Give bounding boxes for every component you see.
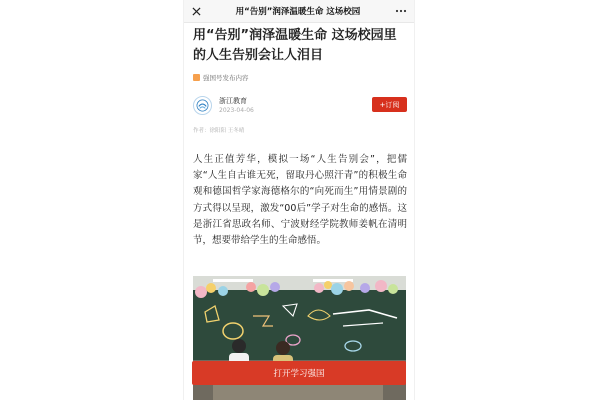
close-icon <box>192 7 201 16</box>
author-meta <box>219 96 254 115</box>
more-icon <box>395 9 407 13</box>
mobile-webview <box>184 0 414 400</box>
page-title: 用“告别”润泽温暖生命 这场校园 <box>235 7 361 17</box>
article-body: 人生正值芳华，模拟一场“人生告别会”，把儒家“人生自古谁无死，留取丹心照汗青”的积极生命观和德国哲学家海德格尔的“向死而生”用情景剧的方式得以呈现，激发“00后”学子对生命的感悟。这是浙江省思政名师、宁波财经学院教师姜帆在清明节，想要带给学生的生命感悟。 <box>193 154 407 247</box>
subscribe-button[interactable]: +订阅 <box>372 97 407 112</box>
close-button[interactable] <box>184 0 208 22</box>
author-row <box>193 94 407 116</box>
author-name[interactable]: 浙江教育 <box>219 96 247 105</box>
more-button[interactable] <box>388 0 414 22</box>
source-tag <box>193 73 407 82</box>
top-navigation-bar <box>184 0 414 23</box>
source-label: 强国号发布内容 <box>203 74 249 82</box>
article-content <box>193 26 407 249</box>
publish-date: 2023-04-06 <box>219 106 254 114</box>
article-headline: 用“告别”润泽温暖生命 这场校园里的人生告别会让人泪目 <box>193 28 397 63</box>
source-badge-icon <box>193 74 200 81</box>
byline: 作者：徐阳阳 王冬晴 <box>193 128 245 134</box>
avatar[interactable] <box>193 96 212 115</box>
open-app-button[interactable]: 打开学习强国 <box>192 361 406 385</box>
publisher-logo-icon <box>196 99 209 112</box>
